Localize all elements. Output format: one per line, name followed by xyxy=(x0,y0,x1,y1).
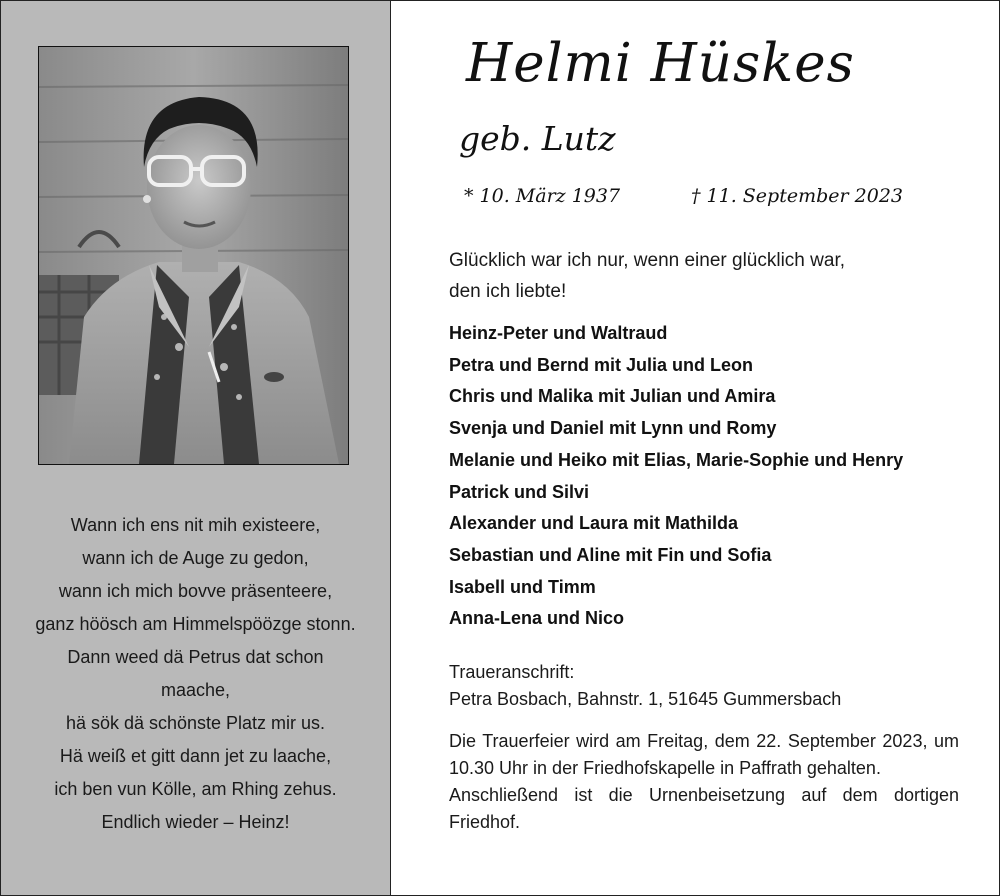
address-text: Petra Bosbach, Bahnstr. 1, 51645 Gummersbach xyxy=(449,689,842,709)
poem-line: ich ben vun Kölle, am Rhing zehus. xyxy=(54,779,337,799)
family-entry: Svenja und Daniel mit Lynn und Romy xyxy=(449,418,777,439)
portrait-illustration xyxy=(39,47,348,464)
mourning-address xyxy=(449,659,989,713)
burial-text: Anschließend ist die Urnenbeisetzung auf dem dortigen Friedhof. xyxy=(449,785,959,832)
death-date: † 11. September 2023 xyxy=(691,185,903,207)
ceremony-info xyxy=(449,728,959,836)
poem-line: maache, xyxy=(160,680,231,700)
poem-line: Dann weed dä Petrus dat schon xyxy=(67,647,324,667)
birth-date: * 10. März 1937 xyxy=(464,185,621,207)
family-entry: Anna-Lena und Nico xyxy=(449,608,624,629)
poem xyxy=(1,509,390,839)
address-label: Traueranschrift: xyxy=(449,662,575,682)
poem-line: Wann ich ens nit mih existeere, xyxy=(70,515,321,535)
family-entry: Heinz-Peter und Waltraud xyxy=(449,323,668,343)
family-entry: Sebastian und Aline mit Fin und Sofia xyxy=(449,544,772,565)
maiden-name: geb. Lutz xyxy=(459,119,616,158)
family-entry: Melanie und Heiko mit Elias, Marie-Sophie und Henry xyxy=(449,449,904,470)
poem-line: ganz höösch am Himmelspöözge stonn. xyxy=(35,614,356,634)
family-entry: Chris und Malika mit Julian und Amira xyxy=(449,386,776,407)
family-list xyxy=(449,318,989,635)
poem-line: wann ich mich bovve präsenteere, xyxy=(58,581,333,601)
ceremony-text: Die Trauerfeier wird am Freitag, dem 22. September 2023, um 10.30 Uhr in der Friedhofskapelle in Paffrath gehalten. xyxy=(449,731,959,778)
left-panel xyxy=(1,1,391,895)
poem-line: wann ich de Auge zu gedon, xyxy=(82,548,309,568)
family-entry: Patrick und Silvi xyxy=(449,481,590,502)
family-entry: Isabell und Timm xyxy=(449,576,596,597)
portrait-photo xyxy=(38,46,349,465)
poem-line: hä sök dä schönste Platz mir us. xyxy=(65,713,326,733)
poem-line: Hä weiß et gitt dann jet zu laache, xyxy=(59,746,332,766)
family-entry: Alexander und Laura mit Mathilda xyxy=(449,513,739,534)
poem-line: Endlich wieder – Heinz! xyxy=(101,812,290,832)
quote xyxy=(449,245,969,307)
quote-line: Glücklich war ich nur, wenn einer glücklich war, xyxy=(449,250,846,271)
deceased-name: Helmi Hüskes xyxy=(466,33,855,94)
family-entry: Petra und Bernd mit Julia und Leon xyxy=(449,354,754,375)
right-panel xyxy=(391,1,999,895)
quote-line: den ich liebte! xyxy=(449,281,567,302)
